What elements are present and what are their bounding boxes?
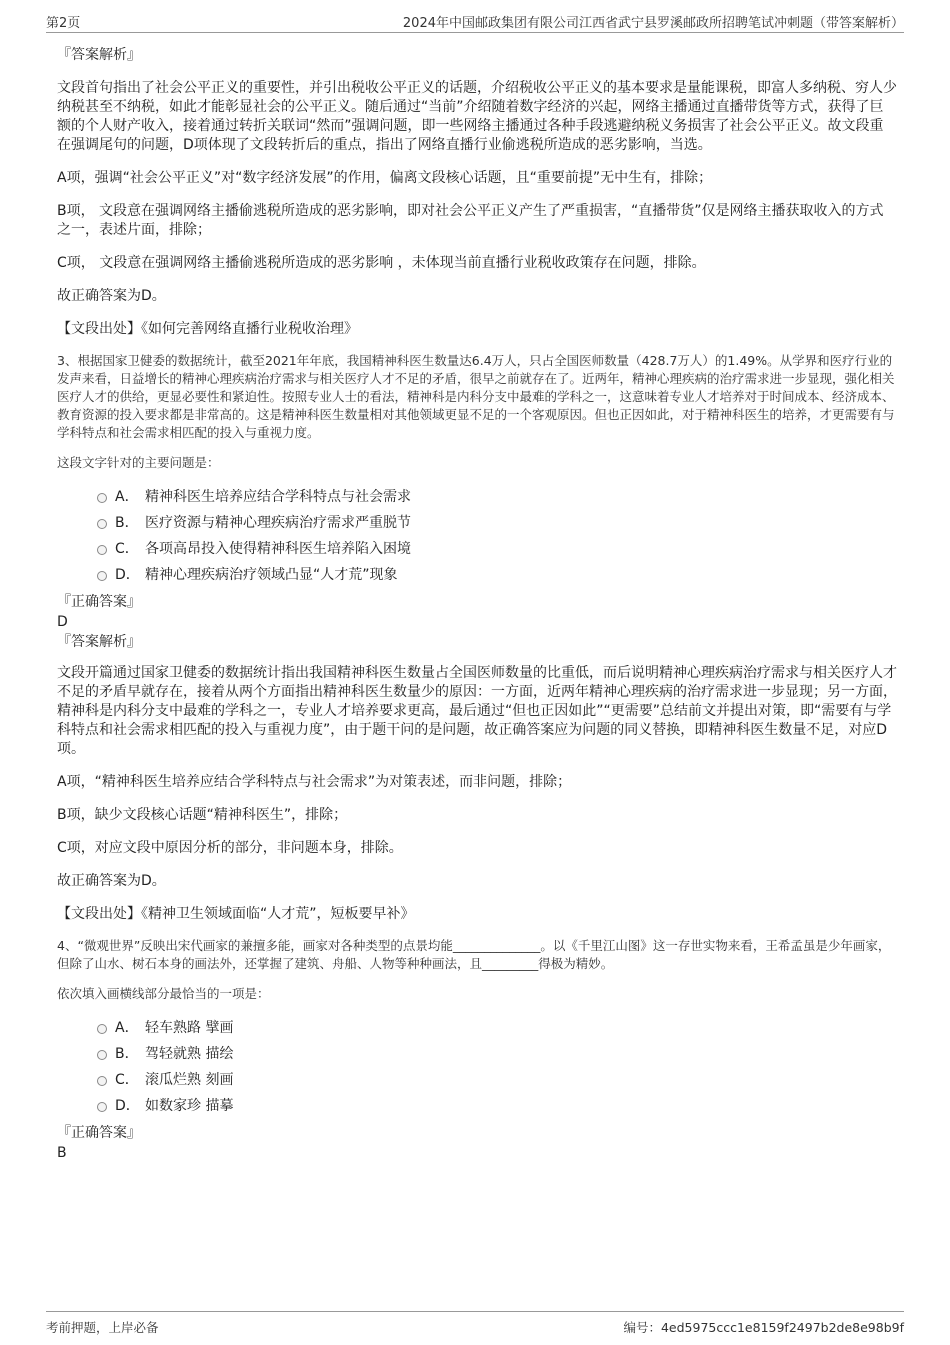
radio-icon[interactable] — [97, 571, 107, 581]
document-code: 编号：4ed5975ccc1e8159f2497b2de8e98b9f — [623, 1320, 904, 1335]
q4-options — [57, 1015, 897, 1119]
option-letter: A． — [115, 1020, 139, 1036]
option-text: 轻车熟路 擘画 — [145, 1020, 234, 1036]
page-number: 第2页 — [46, 16, 81, 31]
option-letter: D． — [115, 567, 140, 583]
q4-option-b[interactable] — [57, 1041, 897, 1067]
q2-analysis-b: B项， 文段意在强调网络主播偷逃税所造成的恶劣影响，即对社会公平正义产生了严重损害，“直播带货”仅是网络主播获取收入的方式之一，表述片面，排除； — [57, 203, 884, 238]
q3-analysis-b: B项，缺少文段核心话题“精神科医生”，排除； — [57, 807, 348, 823]
option-text: 各项高昂投入使得精神科医生培养陷入困境 — [145, 541, 411, 557]
correct-answer-label: 『正确答案』 — [57, 1125, 141, 1141]
radio-icon[interactable] — [97, 1050, 107, 1060]
radio-icon[interactable] — [97, 545, 107, 555]
radio-icon[interactable] — [97, 1076, 107, 1086]
radio-icon[interactable] — [97, 519, 107, 529]
q4-question: 依次填入画横线部分最恰当的一项是： — [57, 986, 270, 1001]
option-text: 精神心理疾病治疗领域凸显“人才荒”现象 — [145, 567, 398, 583]
q3-option-d[interactable] — [57, 562, 897, 588]
q3-source: 【文段出处】《精神卫生领域面临“人才荒”，短板要早补》 — [57, 906, 415, 922]
q4-blank-2: _________ — [482, 956, 539, 971]
option-letter: A． — [115, 489, 139, 505]
q3-conclusion: 故正确答案为D。 — [57, 873, 166, 889]
q2-analysis-a: A项，强调“社会公平正义”对“数字经济发展”的作用，偏离文段核心话题，且“重要前提”无中生有，排除； — [57, 170, 713, 186]
q4-stem-part3: 得极为精妙。 — [538, 956, 614, 971]
option-letter: B． — [115, 515, 139, 531]
q3-option-b[interactable] — [57, 510, 897, 536]
page-content — [57, 45, 897, 1163]
option-text: 如数家珍 描摹 — [145, 1098, 234, 1114]
q3-options — [57, 484, 897, 588]
option-letter: B． — [115, 1046, 139, 1062]
option-letter: C． — [115, 541, 139, 557]
radio-icon[interactable] — [97, 1024, 107, 1034]
q4-stem-part1: 4、“微观世界”反映出宋代画家的兼擅多能，画家对各种类型的点景均能 — [57, 938, 453, 953]
option-letter: C． — [115, 1072, 139, 1088]
q3-option-c[interactable] — [57, 536, 897, 562]
q2-source: 【文段出处】《如何完善网络直播行业税收治理》 — [57, 321, 358, 337]
q2-conclusion: 故正确答案为D。 — [57, 288, 166, 304]
q4-blank-1: ______________ — [452, 938, 541, 953]
q2-analysis-c: C项， 文段意在强调网络主播偷逃税所造成的恶劣影响 ，未体现当前直播行业税收政策存在问题，排除。 — [57, 255, 706, 271]
q3-answer: D — [57, 614, 68, 630]
option-text: 医疗资源与精神心理疾病治疗需求严重脱节 — [145, 515, 411, 531]
q3-question: 这段文字针对的主要问题是： — [57, 455, 220, 470]
q3-option-a[interactable] — [57, 484, 897, 510]
correct-answer-label: 『正确答案』 — [57, 594, 141, 610]
page-footer — [46, 1311, 904, 1336]
q4-stem-part2: 。以《千里江山图》这一存世实物来看，王希孟虽是少年画家，但除了山水、树石本身的画法外，还掌握了建筑、舟船、人物等种种画法，且 — [57, 938, 891, 971]
q3-analysis-a: A项，“精神科医生培养应结合学科特点与社会需求”为对策表述，而非问题，排除； — [57, 774, 572, 790]
q3-stem: 3、根据国家卫健委的数据统计，截至2021年年底，我国精神科医生数量达6.4万人，只占全国医师数量（428.7万人）的1.49%。从学界和医疗行业的发声来看，日益增长的精神心理疾病治疗需求与相关医疗人才不足的矛盾，很早之前就存在了。近两年，精神心理疾病的治疗需求进一步显现，强化相关医疗人才的供给，更显必要性和紧迫性。按照专业人士的看法，精神科是内科分支中最难的学科之一，这意味着专业人才培养对于时间成本、经济成本、教育资源的投入要求都是非常高的。这是精神科医生数量相对其他领域更显不足的一个客观原因。但也正因如此，对于精神科医生的培养，才更需要有与学科特点和社会需求相匹配的投入与重视力度。 — [57, 353, 895, 440]
q4-option-c[interactable] — [57, 1067, 897, 1093]
radio-icon[interactable] — [97, 493, 107, 503]
option-text: 驾轻就熟 描绘 — [145, 1046, 234, 1062]
q3-analysis-main: 文段开篇通过国家卫健委的数据统计指出我国精神科医生数量占全国医师数量的比重低，而后说明精神心理疾病治疗需求与相关医疗人才不足的矛盾早就存在，接着从两个方面指出精神科医生数量少的原因：一方面，近两年精神心理疾病的治疗需求进一步显现；另一方面，精神科是内科分支中最难的学科之一，专业人才培养要求更高，最后通过“但也正因如此”“更需要”总结前文并提出对策，即“需要有与学科特点和社会需求相匹配的投入与重视力度”，由于题干问的是问题，故正确答案应为问题的同义替换，即精神科医生数量不足，对应D项。 — [57, 665, 897, 757]
radio-icon[interactable] — [97, 1102, 107, 1112]
analysis-label: 『答案解析』 — [57, 47, 141, 63]
q4-option-a[interactable] — [57, 1015, 897, 1041]
option-text: 滚瓜烂熟 刻画 — [145, 1072, 234, 1088]
option-letter: D． — [115, 1098, 140, 1114]
q4-stem — [57, 937, 897, 973]
footer-slogan: 考前押题，上岸必备 — [46, 1320, 159, 1335]
q4-answer: B — [57, 1145, 67, 1161]
analysis-label: 『答案解析』 — [57, 634, 141, 650]
q2-analysis-main: 文段首句指出了社会公平正义的重要性，并引出税收公平正义的话题，介绍税收公平正义的基本要求是量能课税，即富人多纳税、穷人少纳税甚至不纳税，如此才能彰显社会的公平正义。随后通过“当前”介绍随着数字经济的兴起，网络主播通过直播带货等方式，获得了巨额的个人财产收入，接着通过转折关联词“然而”强调问题，即一些网络主播通过各种手段逃避纳税义务损害了社会公平正义。故文段重在强调尾句的问题，D项体现了文段转折后的重点，指出了网络直播行业偷逃税所造成的恶劣影响，当选。 — [57, 80, 897, 153]
q4-option-d[interactable] — [57, 1093, 897, 1119]
document-title: 2024年中国邮政集团有限公司江西省武宁县罗溪邮政所招聘笔试冲刺题（带答案解析） — [402, 16, 904, 31]
q3-analysis-c: C项，对应文段中原因分析的部分，非问题本身，排除。 — [57, 840, 403, 856]
option-text: 精神科医生培养应结合学科特点与社会需求 — [145, 489, 411, 505]
page-header — [46, 10, 904, 33]
